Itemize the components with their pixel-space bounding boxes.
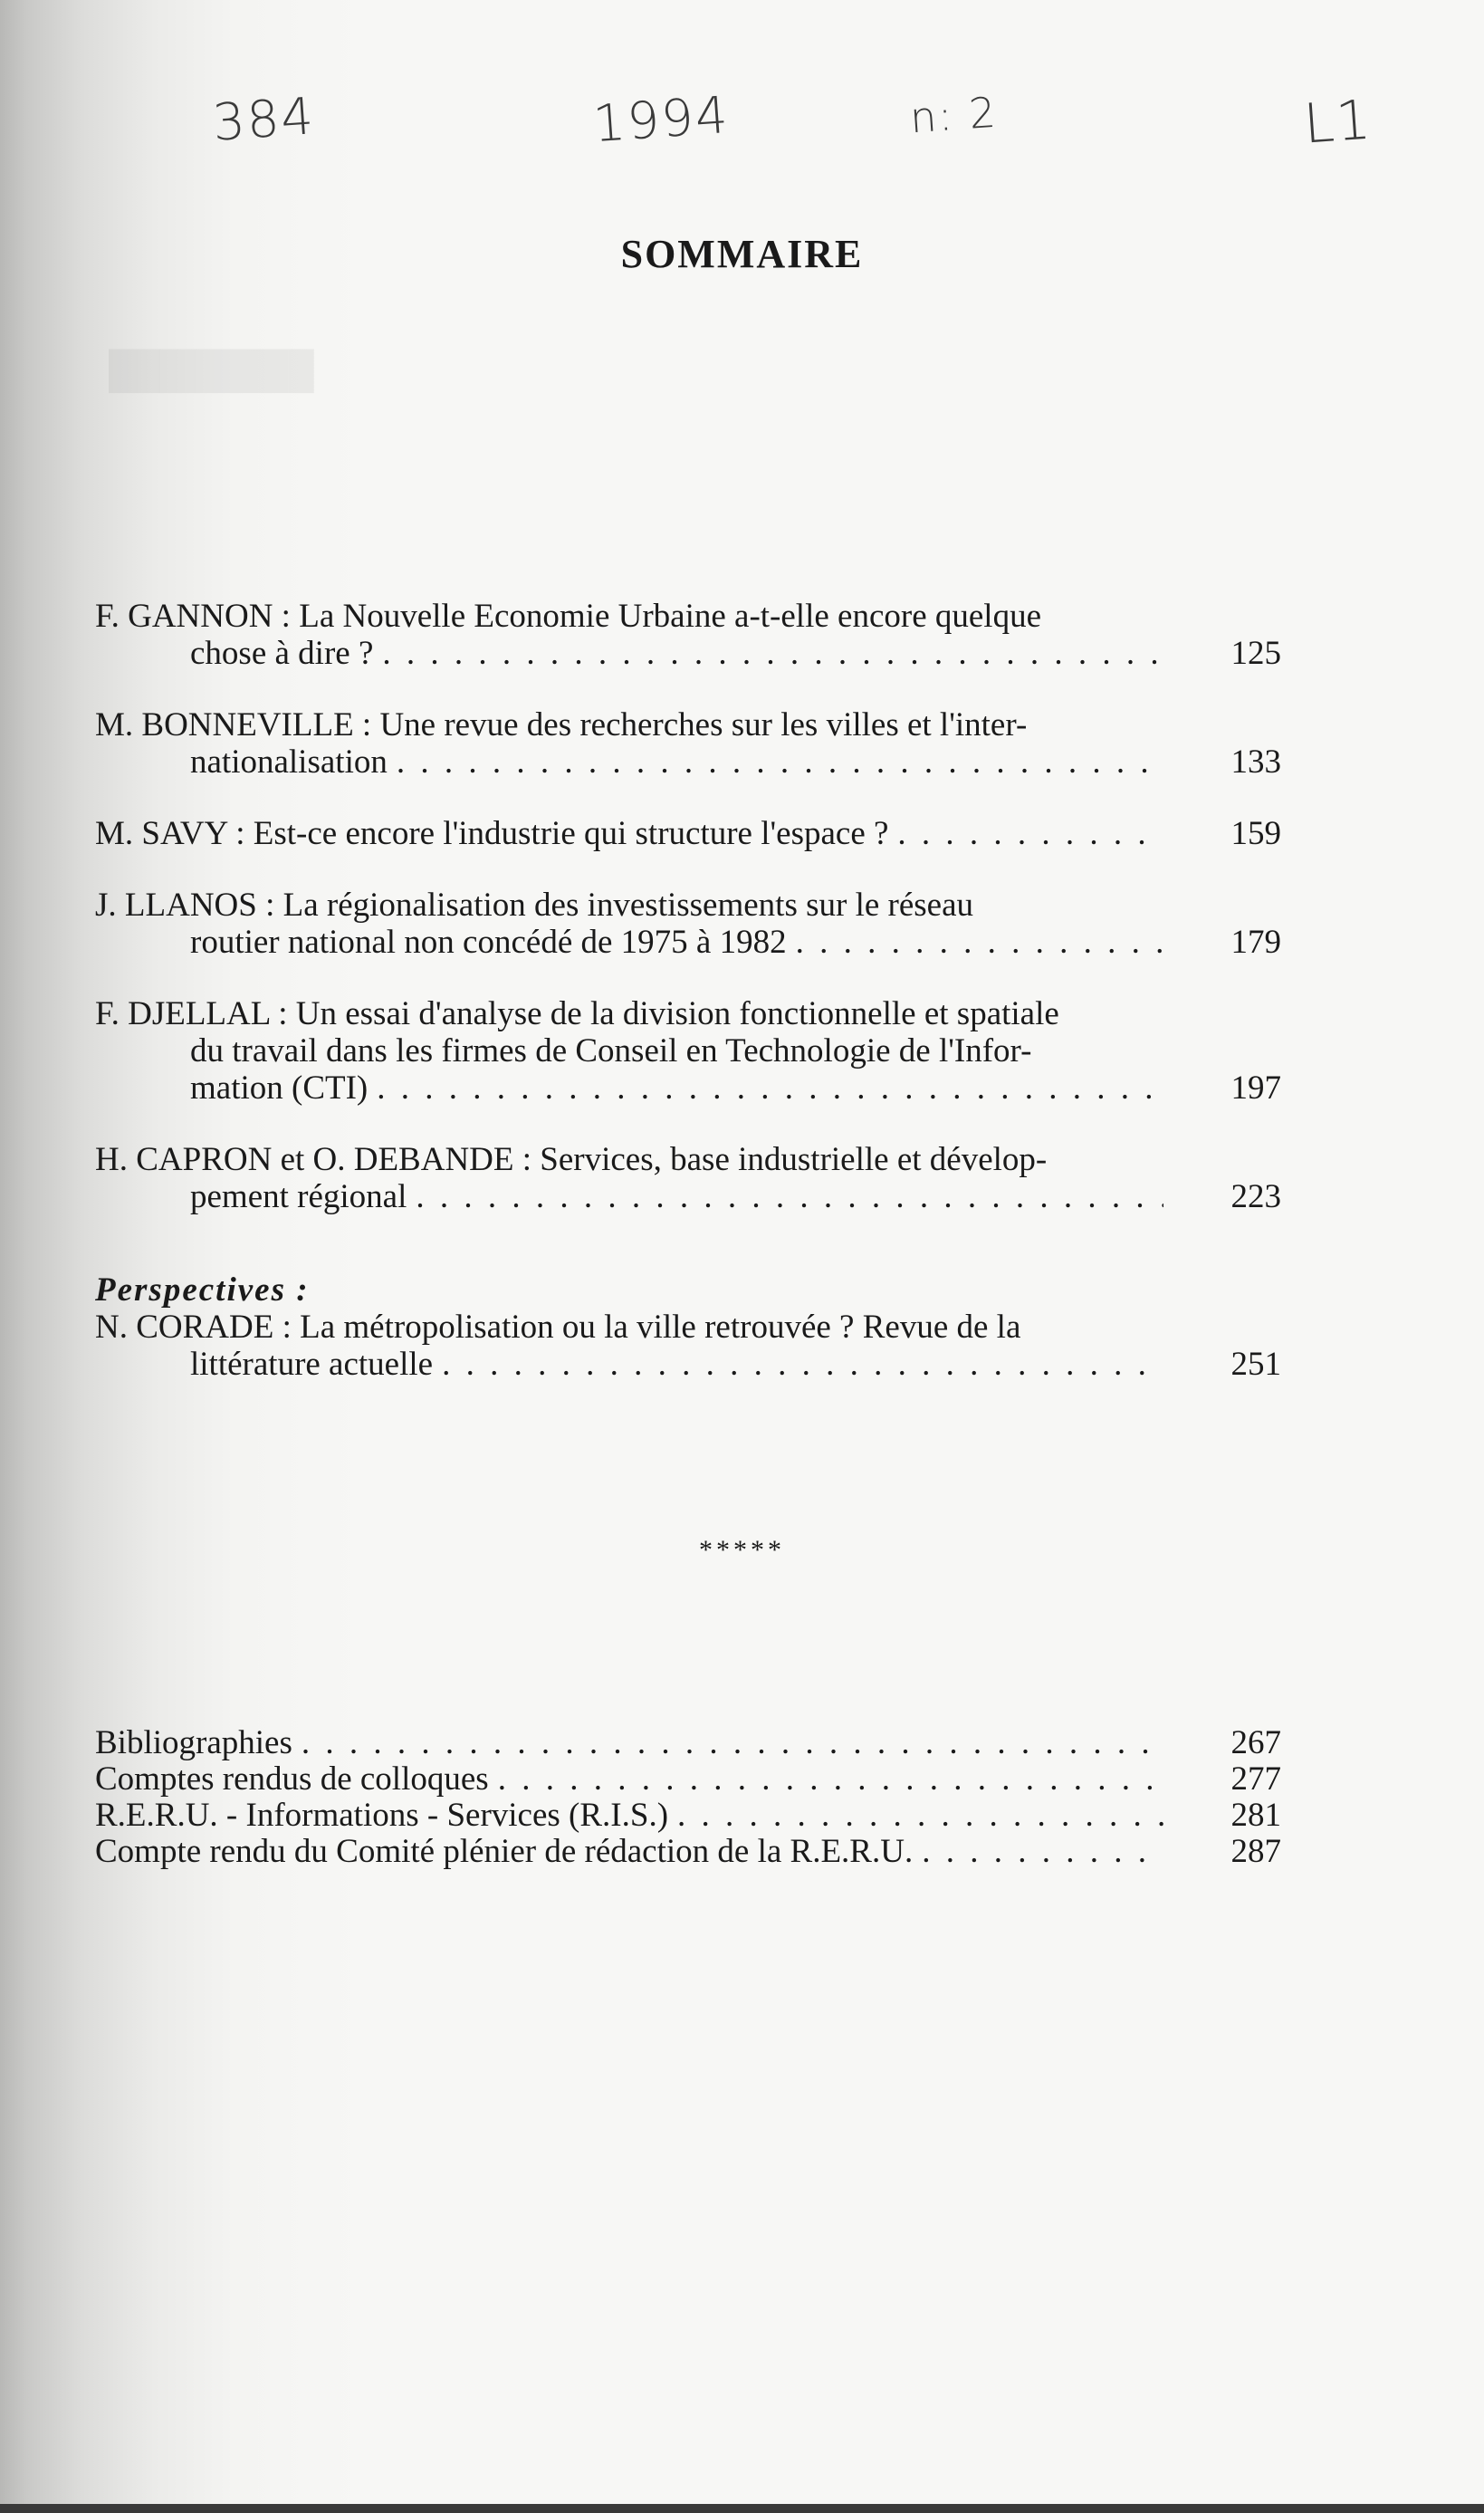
- entry-last-row: [95, 924, 1281, 961]
- dot-leader: [888, 815, 1163, 852]
- toc-entry-gannon: [95, 598, 1281, 672]
- dot-leader: [787, 924, 1163, 961]
- toc-entry-corade: [95, 1271, 1281, 1383]
- entry-last-row: [95, 1069, 1281, 1107]
- dot-leader: [407, 1178, 1163, 1215]
- entry-last-row: [95, 815, 1281, 852]
- entry-line: F. GANNON : La Nouvelle Economie Urbaine a-t-elle encore quelque: [95, 598, 1041, 635]
- dot-leader: [433, 1346, 1163, 1383]
- table-of-contents: [95, 598, 1281, 1417]
- dot-leader: [368, 1069, 1163, 1107]
- page-number: 251: [1230, 1346, 1281, 1383]
- handwritten-note-2: 1994: [590, 85, 732, 155]
- page-number: 281: [1230, 1797, 1281, 1834]
- dot-leader: [913, 1834, 1163, 1870]
- entry-last-row: [95, 743, 1281, 781]
- page-number: 223: [1230, 1178, 1281, 1215]
- appendix-label: Bibliographies: [95, 1724, 292, 1761]
- appendix-label: R.E.R.U. - Informations - Services (R.I.S.): [95, 1797, 669, 1834]
- appendix-item: [95, 1834, 1281, 1870]
- toc-entry-savy: [95, 815, 1281, 852]
- page-number: 133: [1230, 743, 1281, 781]
- entry-line: pement régional: [190, 1178, 407, 1215]
- entry-line: chose à dire ?: [190, 635, 374, 672]
- entry-line: N. CORADE : La métropolisation ou la ville retrouvée ? Revue de la: [95, 1309, 1021, 1346]
- page-number: 277: [1230, 1760, 1281, 1798]
- toc-entry-capron-debande: [95, 1141, 1281, 1215]
- handwritten-note-3: n: 2: [908, 87, 1000, 143]
- appendix-item: [95, 1761, 1281, 1798]
- entry-line: M. SAVY : Est-ce encore l'industrie qui structure l'espace ?: [95, 815, 889, 852]
- dot-leader: [489, 1761, 1163, 1798]
- appendix-list: [95, 1725, 1281, 1870]
- page-number: 125: [1230, 635, 1281, 672]
- section-label-perspectives: Perspectives :: [95, 1271, 310, 1309]
- page-number: 197: [1230, 1069, 1281, 1107]
- entry-line: H. CAPRON et O. DEBANDE : Services, base industrielle et dévelop-: [95, 1141, 1048, 1178]
- bleed-through-shade: ████████: [109, 350, 314, 390]
- toc-entry-llanos: [95, 887, 1281, 961]
- toc-entry-djellal: [95, 995, 1281, 1107]
- dot-leader: [292, 1725, 1163, 1761]
- handwritten-note-1: 384: [210, 87, 318, 153]
- appendix-label: Comptes rendus de colloques: [95, 1760, 489, 1798]
- entry-line: M. BONNEVILLE : Une revue des recherches sur les villes et l'inter-: [95, 706, 1028, 743]
- page-number: 267: [1230, 1724, 1281, 1761]
- page-number: 179: [1230, 924, 1281, 961]
- appendix-label: Compte rendu du Comité plénier de rédaction de la R.E.R.U.: [95, 1833, 914, 1870]
- entry-line: J. LLANOS : La régionalisation des investissements sur le réseau: [95, 887, 974, 924]
- page-number: 159: [1230, 815, 1281, 852]
- entry-line: mation (CTI): [190, 1069, 369, 1107]
- entry-last-row: [95, 1178, 1281, 1215]
- page-title: SOMMAIRE: [620, 232, 864, 276]
- entry-last-row: [95, 1346, 1281, 1383]
- handwritten-note-4: L1: [1301, 88, 1374, 157]
- appendix-item: [95, 1798, 1281, 1834]
- dot-leader: [668, 1798, 1163, 1834]
- appendix-item: [95, 1725, 1281, 1761]
- entry-line: F. DJELLAL : Un essai d'analyse de la division fonctionnelle et spatiale: [95, 995, 1059, 1032]
- dot-leader: [373, 635, 1163, 672]
- section-separator: *****: [699, 1535, 785, 1565]
- scan-edge: [0, 2504, 1484, 2513]
- entry-line: routier national non concédé de 1975 à 1982: [190, 924, 787, 961]
- entry-last-row: [95, 635, 1281, 672]
- dot-leader: [388, 743, 1163, 781]
- entry-line: littérature actuelle: [190, 1346, 434, 1383]
- entry-line: du travail dans les firmes de Conseil en Technologie de l'Infor-: [190, 1032, 1032, 1069]
- toc-entry-bonneville: [95, 706, 1281, 781]
- page-number: 287: [1230, 1833, 1281, 1870]
- entry-line: nationalisation: [190, 743, 388, 781]
